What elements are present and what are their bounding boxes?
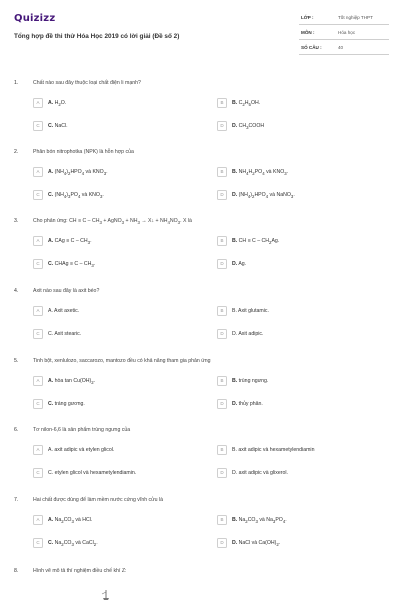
info-value: 40 <box>338 45 344 50</box>
option-letter-box[interactable]: A <box>33 515 43 525</box>
option-text: A. $(NH_4)_2HPO_4$ và $KNO_3$. <box>48 169 108 177</box>
option-text: D. axit adipic và glixerol. <box>232 470 288 476</box>
answer-option-a[interactable] <box>33 306 193 317</box>
answer-option-d[interactable] <box>217 538 377 549</box>
info-label: MÔN : <box>301 30 315 35</box>
option-letter-box[interactable]: D <box>217 468 227 478</box>
answer-option-b[interactable] <box>217 236 377 247</box>
answer-option-c[interactable] <box>33 468 193 479</box>
answer-option-d[interactable] <box>217 329 377 340</box>
document-title: Tổng hợp đề thi thử Hóa Học 2019 có lời giải (Đề số 2) <box>14 33 180 40</box>
option-text: A. hòa $\tan Cu(OH)_2$. <box>48 378 96 386</box>
answer-option-a[interactable] <box>33 445 193 456</box>
page-header <box>0 0 400 62</box>
answer-option-c[interactable] <box>33 259 193 270</box>
option-letter-box[interactable]: A <box>33 167 43 177</box>
option-text: C. NaCl. <box>48 123 68 129</box>
option-letter-box[interactable]: D <box>217 538 227 548</box>
option-text: D. Ag. <box>232 261 247 267</box>
answer-option-d[interactable] <box>217 121 377 132</box>
option-text: C. CHAg ≡ C – $CH_3$. <box>48 261 96 269</box>
option-letter-box[interactable]: D <box>217 399 227 409</box>
option-text: B. $C_2H_5OH$. <box>232 100 261 108</box>
question-text: Hình vẽ mô tả thí nghiệm điều chế khí Z: <box>33 568 127 574</box>
option-letter-box[interactable]: A <box>33 376 43 386</box>
option-text: C. etylen glicol và hexametylendiamin. <box>48 470 137 476</box>
option-text: C. $(NH_4)_3PO_4$ và $KNO_3$. <box>48 192 104 200</box>
option-text: C. Axit stearic. <box>48 331 82 337</box>
answer-option-a[interactable] <box>33 515 193 526</box>
option-text: B. $NH_4H_2PO_4$ và $KNO_3$. <box>232 169 289 177</box>
question-number: 1. <box>14 80 19 86</box>
option-letter-box[interactable]: A <box>33 98 43 108</box>
question-text: Tinh bột, xenlulozo, saccarozo, mantozo đều có khả năng tham gia phản ứng <box>33 358 211 364</box>
option-letter-box[interactable]: C <box>33 399 43 409</box>
option-letter-box[interactable]: D <box>217 121 227 131</box>
option-letter-box[interactable]: B <box>217 376 227 386</box>
option-letter-box[interactable]: A <box>33 306 43 316</box>
option-text: D. $CH_3COOH$ <box>232 123 265 131</box>
answer-option-a[interactable] <box>33 376 193 387</box>
option-letter-box[interactable]: B <box>217 236 227 246</box>
answer-option-b[interactable] <box>217 515 377 526</box>
question-number: 8. <box>14 568 19 574</box>
option-text: D. Axit adipic. <box>232 331 264 337</box>
option-text: A. $Na_2CO_3$ và HCl. <box>48 517 93 525</box>
option-letter-box[interactable]: B <box>217 98 227 108</box>
question-number: 7. <box>14 497 19 503</box>
info-row-class <box>299 12 389 25</box>
answer-option-c[interactable] <box>33 190 193 201</box>
option-text: A. Axit axetic. <box>48 308 80 314</box>
answer-option-b[interactable] <box>217 167 377 178</box>
option-text: B. trùng ngưng. <box>232 378 269 384</box>
option-text: C. $Na_2CO_3$ và CaCl$_2$. <box>48 540 98 548</box>
answer-option-d[interactable] <box>217 468 377 479</box>
info-row-subject <box>299 27 389 40</box>
option-text: A. axit adipic và etylen glicol. <box>48 447 115 453</box>
info-label: LỚP : <box>301 15 314 20</box>
option-letter-box[interactable]: C <box>33 259 43 269</box>
answer-option-c[interactable] <box>33 121 193 132</box>
option-text: B. axit adipic và hexametylendiamin <box>232 447 315 453</box>
option-letter-box[interactable]: B <box>217 445 227 455</box>
answer-option-b[interactable] <box>217 98 377 109</box>
option-letter-box[interactable]: D <box>217 259 227 269</box>
answer-option-b[interactable] <box>217 376 377 387</box>
answer-option-d[interactable] <box>217 259 377 270</box>
option-letter-box[interactable]: B <box>217 167 227 177</box>
answer-option-b[interactable] <box>217 445 377 456</box>
option-letter-box[interactable]: C <box>33 538 43 548</box>
option-text: B. CH ≡ C – $CH_2Ag$. <box>232 238 280 246</box>
option-letter-box[interactable]: B <box>217 515 227 525</box>
option-letter-box[interactable]: C <box>33 468 43 478</box>
option-letter-box[interactable]: C <box>33 121 43 131</box>
question-number: 2. <box>14 149 19 155</box>
question-number: 5. <box>14 358 19 364</box>
answer-option-b[interactable] <box>217 306 377 317</box>
answer-option-d[interactable] <box>217 399 377 410</box>
question-number: 4. <box>14 288 19 294</box>
question-text: Chất nào sau đây thuộc loại chất điện li mạnh? <box>33 80 141 86</box>
option-letter-box[interactable]: A <box>33 236 43 246</box>
option-letter-box[interactable]: B <box>217 306 227 316</box>
option-letter-box[interactable]: C <box>33 190 43 200</box>
quizizz-logo: Quizizz <box>14 13 56 24</box>
answer-option-c[interactable] <box>33 399 193 410</box>
apparatus-figure-icon <box>96 590 116 600</box>
option-text: A. CAg ≡ C – $CH_3$. <box>48 238 92 246</box>
question-text: Hai chất được dùng để làm mềm nước cứng vĩnh cửu là <box>33 497 163 503</box>
info-label: SỐ CÂU : <box>301 45 322 50</box>
option-text: A. $H_2O$. <box>48 100 67 108</box>
answer-option-a[interactable] <box>33 167 193 178</box>
answer-option-a[interactable] <box>33 98 193 109</box>
question-text: Phân bón nitrophotka (NPK) là hỗn hợp của <box>33 149 134 155</box>
answer-option-c[interactable] <box>33 329 193 340</box>
question-number: 6. <box>14 427 19 433</box>
question-text: Tơ nilon-6,6 là sản phẩm trùng ngưng của <box>33 427 131 433</box>
option-letter-box[interactable]: C <box>33 329 43 339</box>
answer-option-c[interactable] <box>33 538 193 549</box>
option-letter-box[interactable]: D <box>217 190 227 200</box>
info-row-count <box>299 42 389 55</box>
answer-option-d[interactable] <box>217 190 377 201</box>
question-text: Cho phản ứng: CH ≡ C – $CH_3$ + AgNO$_3$ + $NH_3$ → X↓ + $NH_4NO_3$. X là <box>33 218 192 226</box>
option-text: B. $Na_2CO_3$ và $Na_3PO_4$. <box>232 517 287 525</box>
option-text: D. $(NH_4)_2HPO_4$ và NaNO$_3$. <box>232 192 295 200</box>
question-number: 3. <box>14 218 19 224</box>
option-text: B. Axit glutamic. <box>232 308 269 314</box>
option-letter-box[interactable]: D <box>217 329 227 339</box>
info-value: Hóa học <box>338 30 356 35</box>
option-letter-box[interactable]: A <box>33 445 43 455</box>
info-panel <box>299 12 389 57</box>
option-text: D. NaCl và $Ca(OH)_2$. <box>232 540 281 548</box>
info-value: Tốt nghiệp THPT <box>338 15 373 20</box>
question-text: Axit nào sau đây là axit béo? <box>33 288 100 294</box>
answer-option-a[interactable] <box>33 236 193 247</box>
option-text: C. tráng gương. <box>48 401 85 407</box>
option-text: D. thủy phân. <box>232 401 263 407</box>
